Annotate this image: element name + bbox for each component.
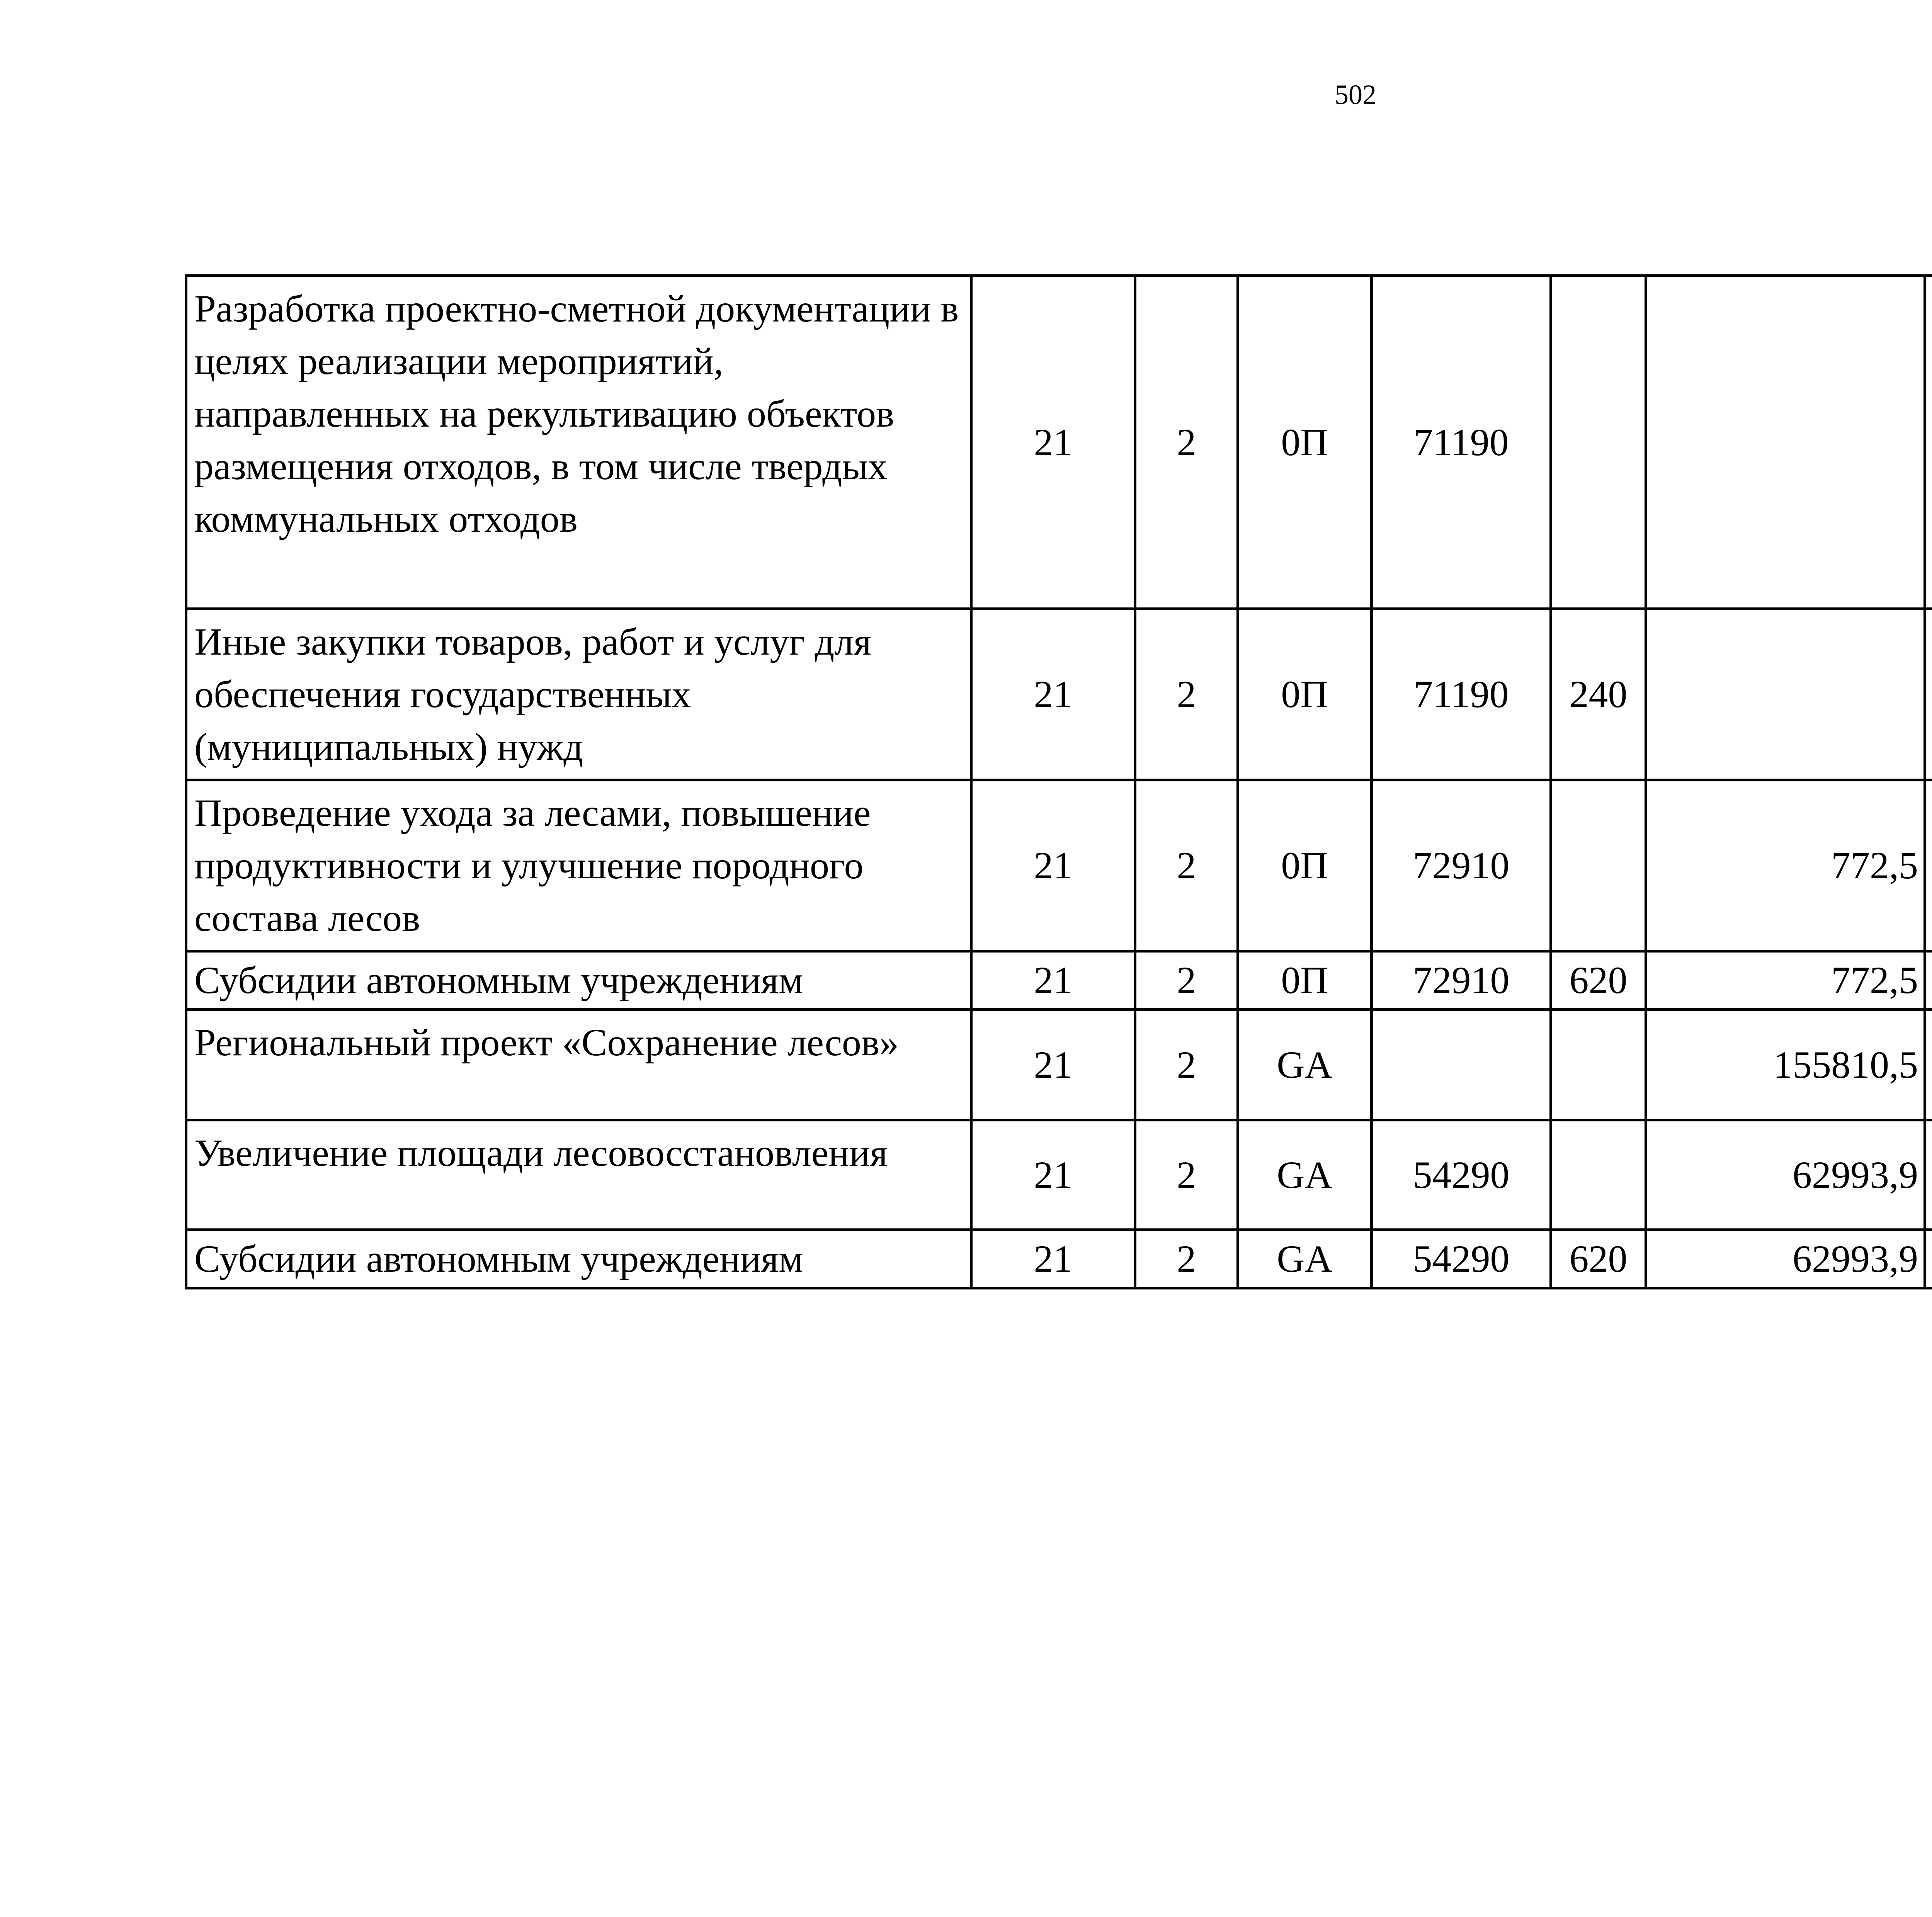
- table-row: [186, 780, 1932, 951]
- pp-cell: 2: [1135, 609, 1238, 780]
- table-row: [186, 951, 1932, 1010]
- pp-cell: 2: [1135, 951, 1238, 1010]
- om-cell: 0П: [1238, 951, 1372, 1010]
- row-name-cell: Проведение ухода за лесами, повышение продуктивности и улучшение породного состава лесов: [186, 780, 971, 951]
- sum-year1-cell: 155810,5: [1646, 1010, 1925, 1120]
- sum-year1-cell: 62993,9: [1646, 1120, 1925, 1230]
- expense-type-cell: [1551, 780, 1646, 951]
- direction-cell: 72910: [1372, 780, 1551, 951]
- sum-year2-cell: [1925, 1120, 1932, 1230]
- sum-year1-cell: 772,5: [1646, 951, 1925, 1010]
- sum-year2-cell: [1925, 276, 1932, 609]
- direction-cell: [1372, 1010, 1551, 1120]
- table-row: [186, 1010, 1932, 1120]
- gp-cell: 21: [971, 1120, 1135, 1230]
- sum-year2-cell: [1925, 609, 1932, 780]
- pp-cell: 2: [1135, 1010, 1238, 1120]
- row-name-cell: Увеличение площади лесовосстановления: [186, 1120, 971, 1230]
- table-row: [186, 276, 1932, 609]
- expense-type-cell: 620: [1551, 951, 1646, 1010]
- direction-cell: 54290: [1372, 1230, 1551, 1288]
- gp-cell: 21: [971, 1230, 1135, 1288]
- sum-year1-cell: [1646, 276, 1925, 609]
- sum-year1-cell: 772,5: [1646, 780, 1925, 951]
- om-cell: 0П: [1238, 276, 1372, 609]
- table-row: [186, 609, 1932, 780]
- expense-type-cell: 620: [1551, 1230, 1646, 1288]
- expense-type-cell: [1551, 1120, 1646, 1230]
- row-name-cell: Субсидии автономным учреждениям: [186, 1230, 971, 1288]
- gp-cell: 21: [971, 951, 1135, 1010]
- om-cell: 0П: [1238, 780, 1372, 951]
- sum-year2-cell: [1925, 1010, 1932, 1120]
- table-row: [186, 1120, 1932, 1230]
- page-number: 502: [1335, 79, 1376, 110]
- sum-year1-cell: 62993,9: [1646, 1230, 1925, 1288]
- direction-cell: 71190: [1372, 276, 1551, 609]
- gp-cell: 21: [971, 276, 1135, 609]
- row-name-cell: Иные закупки товаров, работ и услуг для обеспечения государственных (муниципальных) нужд: [186, 609, 971, 780]
- om-cell: GA: [1238, 1120, 1372, 1230]
- table-row: [186, 1230, 1932, 1288]
- sum-year2-cell: [1925, 1230, 1932, 1288]
- row-name-cell: Разработка проектно-сметной документации в целях реализации мероприятий, направленных на рекультивацию объектов размещения отходов, в том числе твердых коммунальных отходов: [186, 276, 971, 609]
- om-cell: GA: [1238, 1010, 1372, 1120]
- direction-cell: 54290: [1372, 1120, 1551, 1230]
- om-cell: 0П: [1238, 609, 1372, 780]
- gp-cell: 21: [971, 609, 1135, 780]
- direction-cell: 71190: [1372, 609, 1551, 780]
- row-name-cell: Субсидии автономным учреждениям: [186, 951, 971, 1010]
- pp-cell: 2: [1135, 276, 1238, 609]
- expense-type-cell: [1551, 1010, 1646, 1120]
- row-name-cell: Региональный проект «Сохранение лесов»: [186, 1010, 971, 1120]
- direction-cell: 72910: [1372, 951, 1551, 1010]
- pp-cell: 2: [1135, 1230, 1238, 1288]
- gp-cell: 21: [971, 780, 1135, 951]
- sum-year2-cell: [1925, 951, 1932, 1010]
- om-cell: GA: [1238, 1230, 1372, 1288]
- expense-type-cell: 240: [1551, 609, 1646, 780]
- pp-cell: 2: [1135, 780, 1238, 951]
- sum-year1-cell: [1646, 609, 1925, 780]
- budget-table: [185, 274, 1932, 1289]
- expense-type-cell: [1551, 276, 1646, 609]
- pp-cell: 2: [1135, 1120, 1238, 1230]
- sum-year2-cell: [1925, 780, 1932, 951]
- gp-cell: 21: [971, 1010, 1135, 1120]
